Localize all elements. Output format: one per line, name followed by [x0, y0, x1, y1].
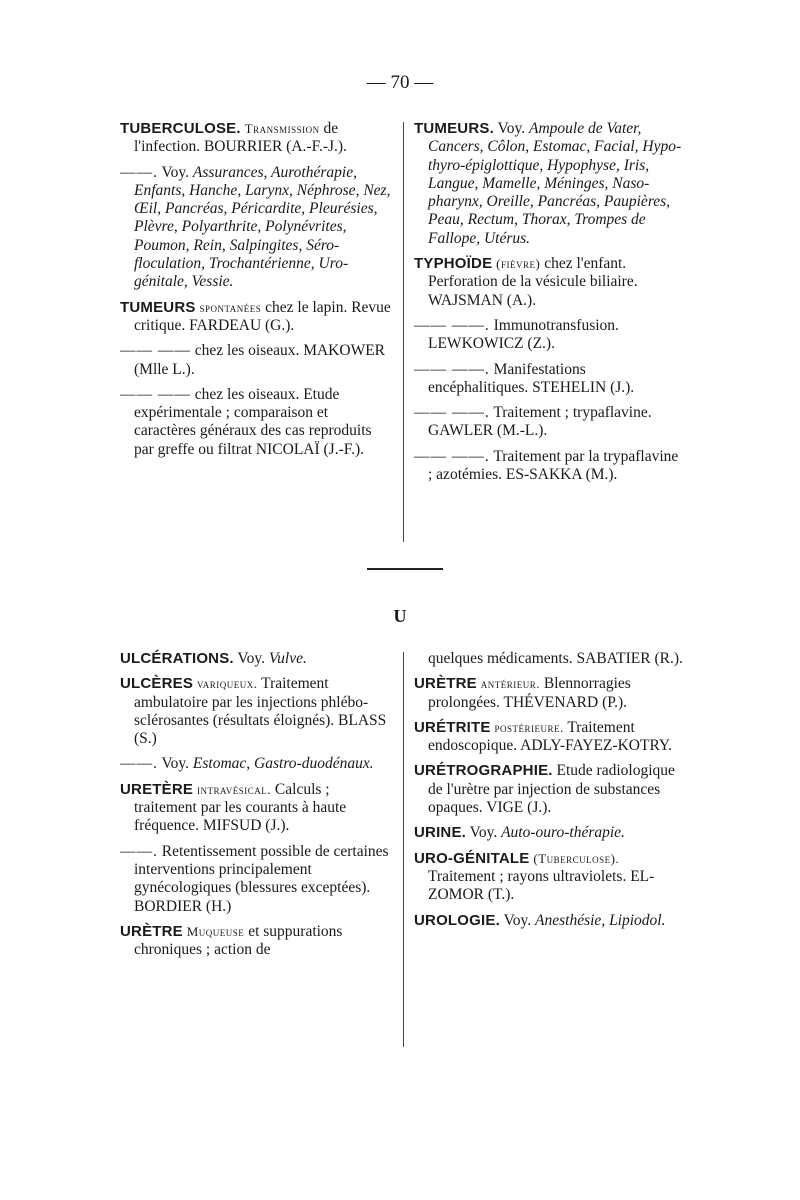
repeat-dash: —— ——: [120, 385, 191, 403]
entry-heading: TUBERCULOSE.: [120, 120, 241, 137]
entry-heading: URÈTRE: [414, 675, 477, 693]
index-entry: [414, 448, 684, 485]
repeat-dash: —— ——.: [414, 447, 490, 465]
index-entry: [414, 404, 684, 441]
entry-references: Vulve.: [268, 650, 307, 667]
repeat-dash: ——.: [120, 755, 158, 773]
index-entry: [120, 781, 392, 836]
entry-references: Auto-ouro-thérapie.: [501, 824, 625, 842]
index-entry: [414, 719, 684, 756]
index-entry: [414, 317, 684, 354]
entry-text: Traitement ; rayons ultraviolets. EL-ZOMOR (T.).: [428, 867, 655, 904]
entry-text: Calculs ; traitement par les courants à haute fréquence. MIFSUD (J.).: [134, 780, 347, 835]
index-entry: [120, 342, 392, 379]
section-separator: [367, 568, 443, 570]
entry-heading: URÉTRITE: [414, 718, 491, 736]
entry-text: Voy.: [499, 911, 536, 929]
entry-text: Voy.: [157, 755, 193, 773]
repeat-dash: —— ——.: [414, 316, 490, 334]
index-entry: [120, 650, 392, 668]
entry-references: Anesthésie, Lipiodol.: [535, 911, 666, 929]
entry-references: Estomac, Gastro-duodénaux.: [192, 755, 374, 773]
index-entry: [120, 923, 392, 960]
repeat-dash: ——.: [120, 163, 158, 181]
entry-qualifier: (fièvre): [496, 256, 541, 272]
entry-qualifier: Transmission: [244, 121, 320, 136]
entry-heading: URÈTRE: [120, 922, 183, 940]
entry-qualifier: postérieure.: [494, 719, 564, 735]
entry-text: chez le lapin. Revue critique. FARDEAU (G.).: [134, 298, 391, 334]
entry-heading: URINE.: [414, 824, 467, 842]
entry-text: chez l'enfant. Perforation de la vésicule biliaire. WAJSMAN (A.).: [428, 255, 638, 309]
index-entry: [120, 299, 392, 336]
column-top-left: [120, 120, 392, 466]
index-entry: [414, 361, 684, 398]
index-entry: [120, 164, 392, 292]
entry-text: Voy.: [466, 824, 502, 842]
entry-heading: UROLOGIE.: [414, 911, 500, 929]
entry-text: chez les oiseaux. MAKOWER (Mlle L.).: [134, 342, 386, 378]
entry-heading: URETÈRE: [120, 780, 194, 798]
page-number: — 70 —: [366, 72, 434, 93]
entry-heading: URÉTROGRAPHIE.: [414, 762, 553, 780]
entry-text: quelques médicaments. SABATIER (R.).: [428, 650, 683, 667]
index-entry: [120, 675, 392, 748]
entry-heading: ULCÈRES: [120, 675, 194, 693]
index-entry: [414, 762, 684, 817]
entry-qualifier: antérieur.: [480, 676, 540, 692]
index-entry: [414, 120, 684, 248]
column-bottom-right: [414, 650, 684, 937]
index-entry: [120, 120, 392, 157]
repeat-dash: ——.: [120, 842, 158, 860]
entry-text: Voy.: [493, 120, 529, 137]
entry-references: Ampoule de Vater, Cancers, Côlon, Estomac, Facial, Hypo-thyro-épiglottique, Hypophyse, Iris, Langue, Mamelle, Méninges, Naso-pharynx, Oreille, Pancréas, Paupières, Peau, Rectum, Thorax, Trompes de Fallope, Utérus.: [428, 120, 682, 247]
entry-text: Traitement endoscopique. ADLY-FAYEZ-KOTRY.: [428, 718, 673, 755]
index-entry: [414, 675, 684, 712]
entry-heading: TUMEURS: [120, 298, 196, 316]
repeat-dash: —— ——.: [414, 404, 490, 422]
entry-qualifier: intravésical.: [196, 781, 272, 797]
entry-text: Voy.: [157, 163, 193, 181]
entry-text: Retentissement possible de certaines interventions principalement gynécologiques (blessures exceptées). BORDIER (H.): [134, 842, 389, 915]
entry-qualifier: (Tuberculose).: [533, 850, 620, 866]
index-entry: [120, 386, 392, 459]
index-entry: [414, 255, 684, 310]
entry-references: Assurances, Aurothérapie, Enfants, Hanche, Larynx, Néphrose, Nez, Œil, Pancréas, Péricardite, Pleurésies, Plèvre, Polyarthrite, Polynévrites, Poumon, Rein, Salpingites, Séro-floculation, Trochantérienne, Uro-génitale, Vessie.: [134, 163, 391, 291]
entry-text: Immunotransfusion. LEWKOWICZ (Z.).: [428, 316, 619, 353]
entry-text: Traitement ambulatoire par les injections phlébo-sclérosantes (résultats éloignés). BLASS (S.): [134, 675, 387, 748]
index-entry-continuation: [414, 650, 684, 668]
entry-qualifier: variqueux.: [196, 676, 258, 692]
entry-heading: URO-GÉNITALE: [414, 849, 530, 867]
index-entry: [414, 912, 684, 930]
entry-text: Manifestations encéphalitiques. STEHELIN (J.).: [428, 360, 635, 396]
index-entry: [414, 824, 684, 842]
entry-text: et suppurations chroniques ; action de: [134, 922, 343, 959]
column-divider: [403, 652, 404, 1047]
column-divider: [403, 122, 404, 542]
entry-text: Etude radiologique de l'urètre par injection de substances opaques. VIGE (J.).: [428, 762, 675, 817]
entry-text: Blennorragies prolongées. THÉVENARD (P.).: [428, 675, 631, 711]
index-entry: [120, 755, 392, 773]
index-entry: [120, 843, 392, 916]
column-bottom-left: [120, 650, 392, 966]
column-top-right: [414, 120, 684, 491]
entry-heading: ULCÉRATIONS.: [120, 650, 234, 667]
entry-text: Traitement ; trypaflavine. GAWLER (M.-L.).: [428, 404, 652, 440]
entry-text: chez les oiseaux. Etude expérimentale ; comparaison et caractères généraux des cas reproduits par greffe ou filtrat NICOLAÏ (J.-F.).: [134, 385, 372, 458]
entry-text: Traitement par la trypaflavine ; azotémies. ES-SAKKA (M.).: [428, 447, 679, 484]
section-letter: U: [393, 606, 407, 626]
entry-heading: TUMEURS.: [414, 120, 494, 137]
entry-qualifier: Muqueuse: [186, 923, 245, 939]
entry-heading: TYPHOÏDE: [414, 255, 493, 273]
repeat-dash: —— ——.: [414, 360, 490, 378]
index-entry: [414, 850, 684, 905]
entry-text: Voy.: [233, 650, 269, 667]
repeat-dash: —— ——: [120, 342, 191, 360]
entry-qualifier: spontanées: [199, 299, 262, 315]
entry-text: de l'infection. BOURRIER (A.-F.-J.).: [134, 120, 347, 156]
